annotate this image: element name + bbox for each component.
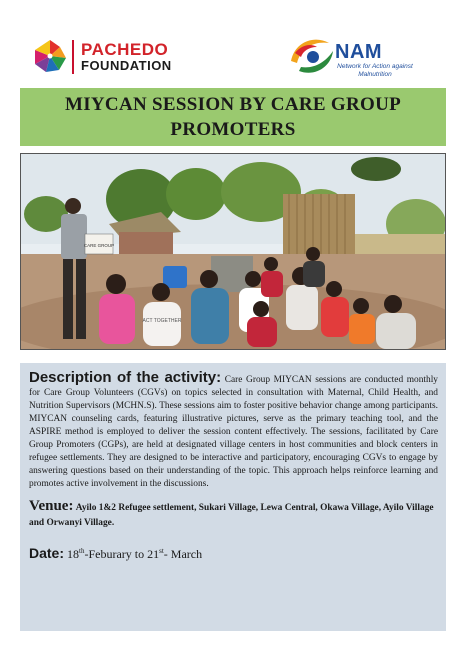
date-day-2: 21 (147, 547, 160, 561)
venue-text: Ayilo 1&2 Refugee settlement, Sukari Village, Lewa Central, Okawa Village, Ayilo Village and Orwanyi Village. (29, 503, 434, 528)
venue-heading: Venue: (29, 498, 74, 514)
pachedo-subtitle: FOUNDATION (81, 58, 172, 73)
date-month-1: -Feburary to (84, 547, 145, 561)
nam-swirl-icon (285, 31, 337, 79)
session-photo (20, 153, 446, 350)
nam-logo (285, 31, 425, 83)
date-sup-2: st (159, 547, 164, 555)
nam-name: NAM (335, 41, 383, 63)
description-paragraph (29, 371, 438, 491)
page-title: MIYCAN SESSION BY CARE GROUP PROMOTERS (64, 94, 401, 140)
shirt-text: ACT TOGETHER (142, 318, 182, 324)
description-body: Care Group MIYCAN sessions are conducted monthly for Care Group Volunteers (CGVs) on topics selected in consultation with Maternal, Child Health, and Nutrition Supervisors (MCHN.S). These sessions aim to foster positive behavior change among participants. MIYCAN counseling cards, featuring illustrative pictures, serve as the primary teaching tool, and the ASPIRE method is employed to deliver the session content effectively. The sessions, facilitated by Care Group Promoters (CGPs), are held at designated village centers in host communities and block centers in refugee settlements. They are designed to be interactive and participatory, encouraging CGVs to engage by answering questions based on their understanding of the topic. This approach helps reinforce learning and promotes active involvement in the discussions. (29, 375, 438, 489)
date-sup-1: th (79, 547, 85, 555)
pinwheel-icon (32, 38, 68, 74)
nam-tagline: Network for Action against Malnutrition (337, 63, 413, 78)
date-paragraph (29, 542, 438, 563)
description-heading: Description of the activity: (29, 369, 222, 386)
card-text: CARE GROUP (83, 243, 115, 248)
date-heading: Date: (29, 545, 65, 561)
title-band (20, 88, 446, 146)
venue-paragraph (29, 499, 438, 531)
date-day-1: 18 (67, 547, 80, 561)
pachedo-name: PACHEDO (81, 40, 169, 59)
logo-divider (72, 40, 74, 74)
pachedo-logo (32, 38, 192, 80)
date-month-2: - March (163, 547, 203, 561)
info-panel (20, 363, 446, 631)
